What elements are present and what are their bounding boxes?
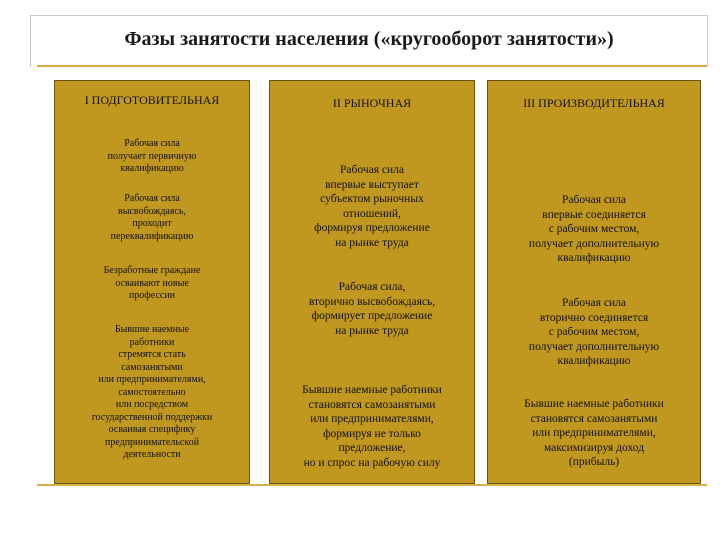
phase-text-block bbox=[270, 383, 474, 470]
text-line: осваивая специфику bbox=[108, 424, 196, 435]
text-line: получает дополнительную bbox=[528, 340, 660, 353]
text-line: Рабочая сила bbox=[340, 164, 404, 176]
text-line: субъектом рыночных bbox=[320, 193, 424, 205]
text-line: проходит bbox=[132, 218, 172, 229]
text-line: вторично соединяется bbox=[539, 311, 649, 324]
text-line: получает дополнительную bbox=[528, 237, 660, 250]
phase-text-block bbox=[270, 280, 474, 338]
text-line: Рабочая сила bbox=[562, 194, 626, 206]
text-line: на рынке труда bbox=[335, 324, 409, 337]
text-line: деятельности bbox=[123, 449, 181, 460]
text-line: Безработные граждане bbox=[103, 265, 201, 276]
phase-text-block bbox=[488, 397, 700, 470]
phase-column-productive bbox=[487, 80, 701, 484]
text-line: с рабочим местом, bbox=[548, 223, 640, 235]
text-line: но и спрос на рабочую силу bbox=[303, 456, 441, 469]
text-line: (прибыль) bbox=[568, 456, 620, 468]
frame-top-line bbox=[30, 15, 708, 16]
phase-column-preparatory bbox=[54, 80, 250, 484]
text-line: формируя не только bbox=[323, 427, 421, 440]
phase-text-block bbox=[55, 265, 249, 303]
text-line: профессии bbox=[128, 290, 176, 301]
phase-text-block bbox=[55, 324, 249, 462]
phase-text-block bbox=[55, 138, 249, 176]
text-line: или посредством bbox=[115, 399, 189, 410]
text-line: Рабочая сила bbox=[562, 297, 626, 309]
phase-text-block bbox=[488, 193, 700, 266]
text-line: Бывшие наемные bbox=[114, 324, 190, 335]
text-line: впервые соединяется bbox=[542, 208, 646, 221]
text-line: становятся самозанятыми bbox=[530, 412, 658, 425]
text-line: получает первичную bbox=[107, 150, 197, 162]
text-line: Рабочая сила bbox=[124, 193, 180, 204]
column-header: I ПОДГОТОВИТЕЛЬНАЯ bbox=[84, 93, 220, 107]
phase-text-block bbox=[270, 163, 474, 250]
text-line: переквалификацию bbox=[110, 230, 194, 242]
text-line: впервые выступает bbox=[325, 178, 419, 191]
phase-text-block bbox=[55, 193, 249, 243]
text-line: квалификацию bbox=[557, 355, 631, 367]
text-line: самозанятыми bbox=[121, 361, 183, 373]
text-line: работники bbox=[129, 336, 175, 348]
column-header: III ПРОИЗВОДИТЕЛЬНАЯ bbox=[523, 96, 665, 110]
text-line: на рынке труда bbox=[335, 236, 409, 249]
text-line: предложение, bbox=[338, 442, 406, 454]
text-line: Рабочая сила, bbox=[338, 281, 406, 293]
phase-text-block bbox=[488, 296, 700, 369]
text-line: максимизируя доход bbox=[543, 441, 645, 454]
text-line: вторично высвобождаясь, bbox=[308, 295, 436, 308]
text-line: Рабочая сила bbox=[124, 138, 180, 149]
page-title: Фазы занятости населения («кругооборот занятости») bbox=[124, 28, 614, 50]
phase-column-market bbox=[269, 80, 475, 484]
text-line: Бывшие наемные работники bbox=[302, 384, 442, 396]
text-line: Бывшие наемные работники bbox=[524, 398, 664, 410]
text-line: с рабочим местом, bbox=[548, 326, 640, 338]
text-line: или предпринимателями, bbox=[532, 427, 656, 439]
text-line: становятся самозанятыми bbox=[308, 398, 436, 411]
text-line: высвобождаясь, bbox=[118, 205, 186, 217]
text-line: или предпринимателями, bbox=[310, 413, 434, 425]
text-line: формирует предложение bbox=[311, 310, 433, 322]
text-line: или предпринимателями, bbox=[98, 374, 206, 385]
text-line: стремятся стать bbox=[118, 349, 186, 360]
column-header: II РЫНОЧНАЯ bbox=[332, 96, 412, 110]
title-divider bbox=[37, 65, 707, 67]
text-line: формируя предложение bbox=[314, 222, 430, 234]
text-line: отношений, bbox=[343, 207, 401, 220]
text-line: осваивают новые bbox=[115, 277, 189, 289]
text-line: квалификацию bbox=[557, 252, 631, 264]
text-line: государственной поддержки bbox=[91, 411, 213, 423]
text-line: самостоятельно bbox=[118, 386, 186, 398]
text-line: предпринимательской bbox=[104, 436, 200, 448]
text-line: квалификацию bbox=[120, 163, 184, 174]
bottom-divider bbox=[37, 484, 707, 486]
